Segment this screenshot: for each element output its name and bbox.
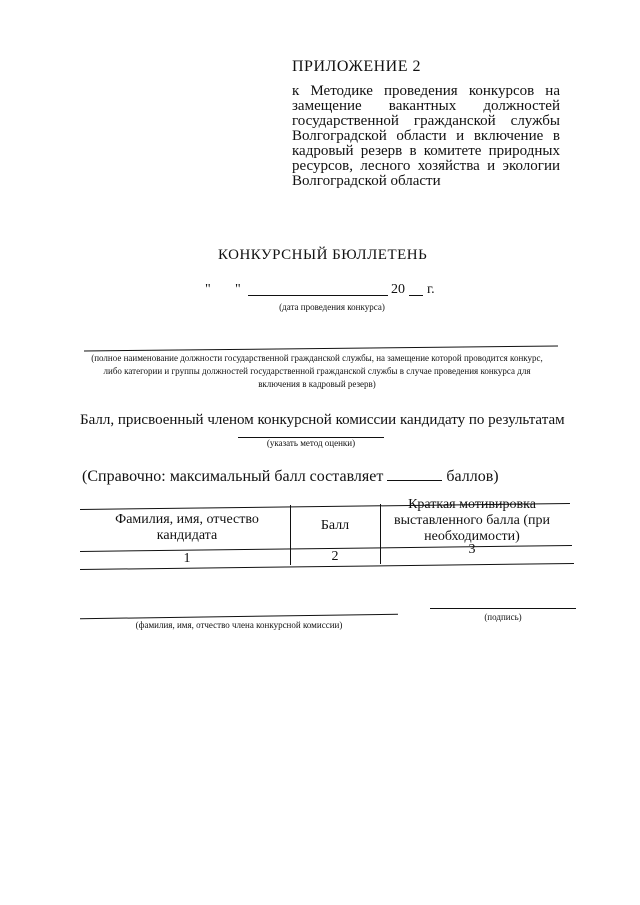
year-line [409, 295, 423, 296]
table-col-divider-1 [290, 505, 291, 565]
year-prefix: 20 [391, 282, 405, 297]
member-name-line [80, 614, 398, 619]
reference-suffix: баллов) [446, 468, 499, 485]
max-score-blank [387, 468, 442, 481]
signature-caption: (подпись) [484, 612, 522, 622]
quote-open: " [205, 282, 211, 297]
appendix-text: к Методике проведения конкурсов на замещение вакантных должностей государственной гражданской службы Волгоградской области и включение в кадровый резерв в комитете природных ресурсов, лесного хозяйства и экологии Волгоградской области [292, 83, 560, 189]
reference-text [82, 468, 499, 486]
reference-prefix: (Справочно: максимальный балл составляет [82, 468, 384, 485]
method-caption: (указать метод оценки) [266, 438, 356, 448]
year-suffix: г. [427, 282, 435, 297]
position-line [84, 346, 558, 352]
header-motivation: Краткая мотивировка выставленного балла (при необходимости) [393, 497, 551, 544]
date-caption: (дата проведения конкурса) [279, 302, 385, 312]
date-line [248, 295, 388, 296]
score-text: Балл, присвоенный членом конкурсной комиссии кандидату по результатам [80, 412, 565, 428]
col-number-2: 2 [331, 549, 339, 564]
header-score: Балл [320, 518, 350, 533]
member-caption: (фамилия, имя, отчество члена конкурсной комиссии) [135, 620, 343, 630]
quote-close: " [235, 282, 241, 297]
appendix-title: ПРИЛОЖЕНИЕ 2 [292, 58, 422, 75]
header-fio: Фамилия, имя, отчество кандидата [115, 512, 259, 543]
position-caption: (полное наименование должности государственной гражданской службы, на замещение которой проводится конкурс, либо категории и группы должностей государственной гражданской службы в случае проведения конкурса для включения в кадровый резерв) [91, 353, 543, 389]
table-col-divider-2 [380, 504, 381, 564]
signature-line [430, 608, 576, 609]
col-number-1: 1 [183, 551, 191, 566]
ballot-title: КОНКУРСНЫЙ БЮЛЛЕТЕНЬ [218, 247, 428, 263]
date-row [205, 282, 465, 302]
col-number-3: 3 [468, 542, 476, 557]
